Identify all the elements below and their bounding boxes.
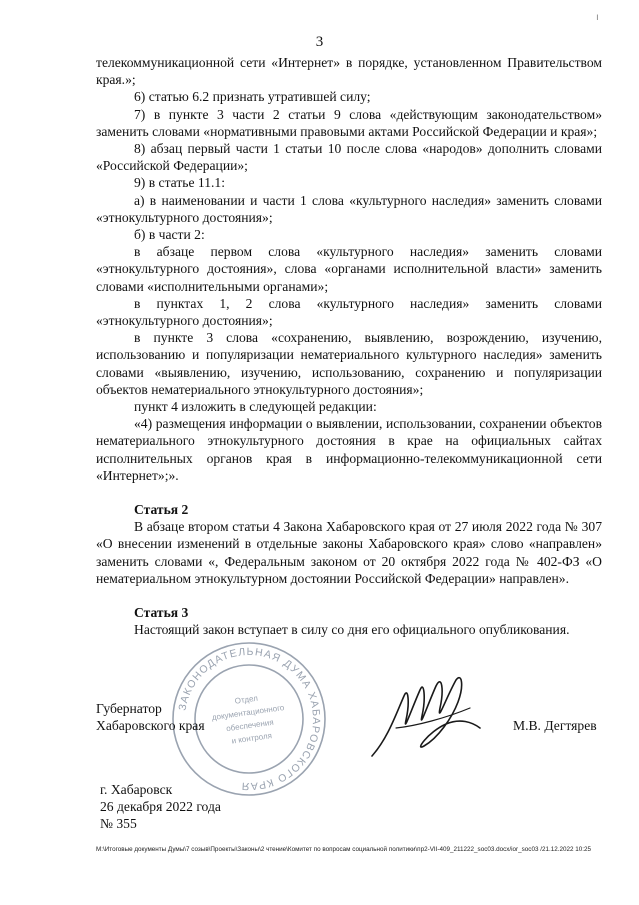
svg-text:документационного: документационного [211, 703, 285, 723]
paragraph-item-6: 6) статью 6.2 признать утратившей силу; [134, 89, 371, 105]
signatory-name: М.В. Дегтярев [513, 718, 597, 733]
svg-text:обеспечения: обеспечения [225, 717, 275, 734]
paragraph-first-abzac: в абзаце первом слова «культурного наследия» заменить словами «этнокультурного достояния», слова «органами исполнительной власти» заменить словами «исполнительными органами»; [96, 244, 602, 294]
file-path-footer: M:\Итоговые документы Думы\7 созыв\Проекты\Законы\2 чтение\Комитет по вопросам социальной политики\пр2-VII-409_211222_soc03.docx/ior_soc03 /21.12.2022 10:25 [96, 846, 591, 853]
article-2-heading: Статья 2 [134, 502, 189, 518]
stamp-center-text [210, 690, 289, 748]
paragraph-item-7: 7) в пункте 3 части 2 статьи 9 слова «действующим законодательством» заменить словами «нормативными правовыми актами Российской Федерации и края»; [96, 106, 602, 139]
place-date-number [100, 781, 221, 832]
law-number: № 355 [100, 816, 137, 831]
article-2-text: В абзаце втором статьи 4 Закона Хабаровского края от 27 июля 2022 года № 307 «О внесении изменений в отдельные законы Хабаровского края» слово «направлен» заменить словами «, Федеральным законом от 20 октября 2022 года № 402-ФЗ «О нематериальном этнокультурном достоянии Российской Федерации» направлен». [96, 519, 602, 586]
signatory-title-line1: Губернатор [96, 701, 162, 716]
paragraph-point-3: в пункте 3 слова «сохранению, выявлению, возрождению, изучению, использованию и популяризации нематериального культурного наследия» заменить словами «выявлению, изучению, использованию, сохранению и популяризации объектов нематериального этнокультурного достояния»; [96, 330, 602, 397]
paragraph-item-9: 9) в статье 11.1: [134, 175, 225, 191]
paragraph-point-4-text: «4) размещения информации о выявлении, использовании, сохранении объектов нематериального этнокультурного достояния в крае на официальных сайтах исполнительных органов края в информационно-телекоммуникационной сети «Интернет»;». [96, 416, 602, 483]
signatory-title [96, 700, 205, 734]
paragraph-points-1-2: в пунктах 1, 2 слова «культурного наследия» заменить словами «этнокультурного достояния»; [96, 295, 602, 329]
svg-text:и контроля: и контроля [231, 731, 273, 746]
svg-text:Отдел: Отдел [234, 693, 259, 706]
document-body [96, 54, 602, 639]
date: 26 декабря 2022 года [100, 799, 221, 814]
paragraph-item-9a: а) в наименовании и части 1 слова «культурного наследия» заменить словами «этнокультурного достояния»; [96, 192, 602, 225]
paragraph-point-4-intro: пункт 4 изложить в следующей редакции: [134, 399, 377, 415]
corner-mark: ı [596, 12, 599, 23]
article-3-text: Настоящий закон вступает в силу со дня его официального опубликования. [134, 622, 570, 638]
paragraph-continuation: телекоммуникационной сети «Интернет» в порядке, установленном Правительством края.»; [96, 55, 602, 88]
paragraph-item-8: 8) абзац первый части 1 статьи 10 после слова «народов» дополнить словами «Российской Федерации»; [96, 141, 602, 174]
paragraph-item-9b: б) в части 2: [134, 227, 205, 243]
page-number: 3 [315, 34, 324, 50]
signatory-title-line2: Хабаровского края [96, 718, 205, 733]
article-3-heading: Статья 3 [134, 605, 189, 621]
city: г. Хабаровск [100, 782, 173, 797]
stamp-ring-text: ЗАКОНОДАТЕЛЬНАЯ ДУМА ХАБАРОВСКОГО КРАЯ [176, 645, 323, 793]
handwritten-signature [366, 668, 486, 764]
